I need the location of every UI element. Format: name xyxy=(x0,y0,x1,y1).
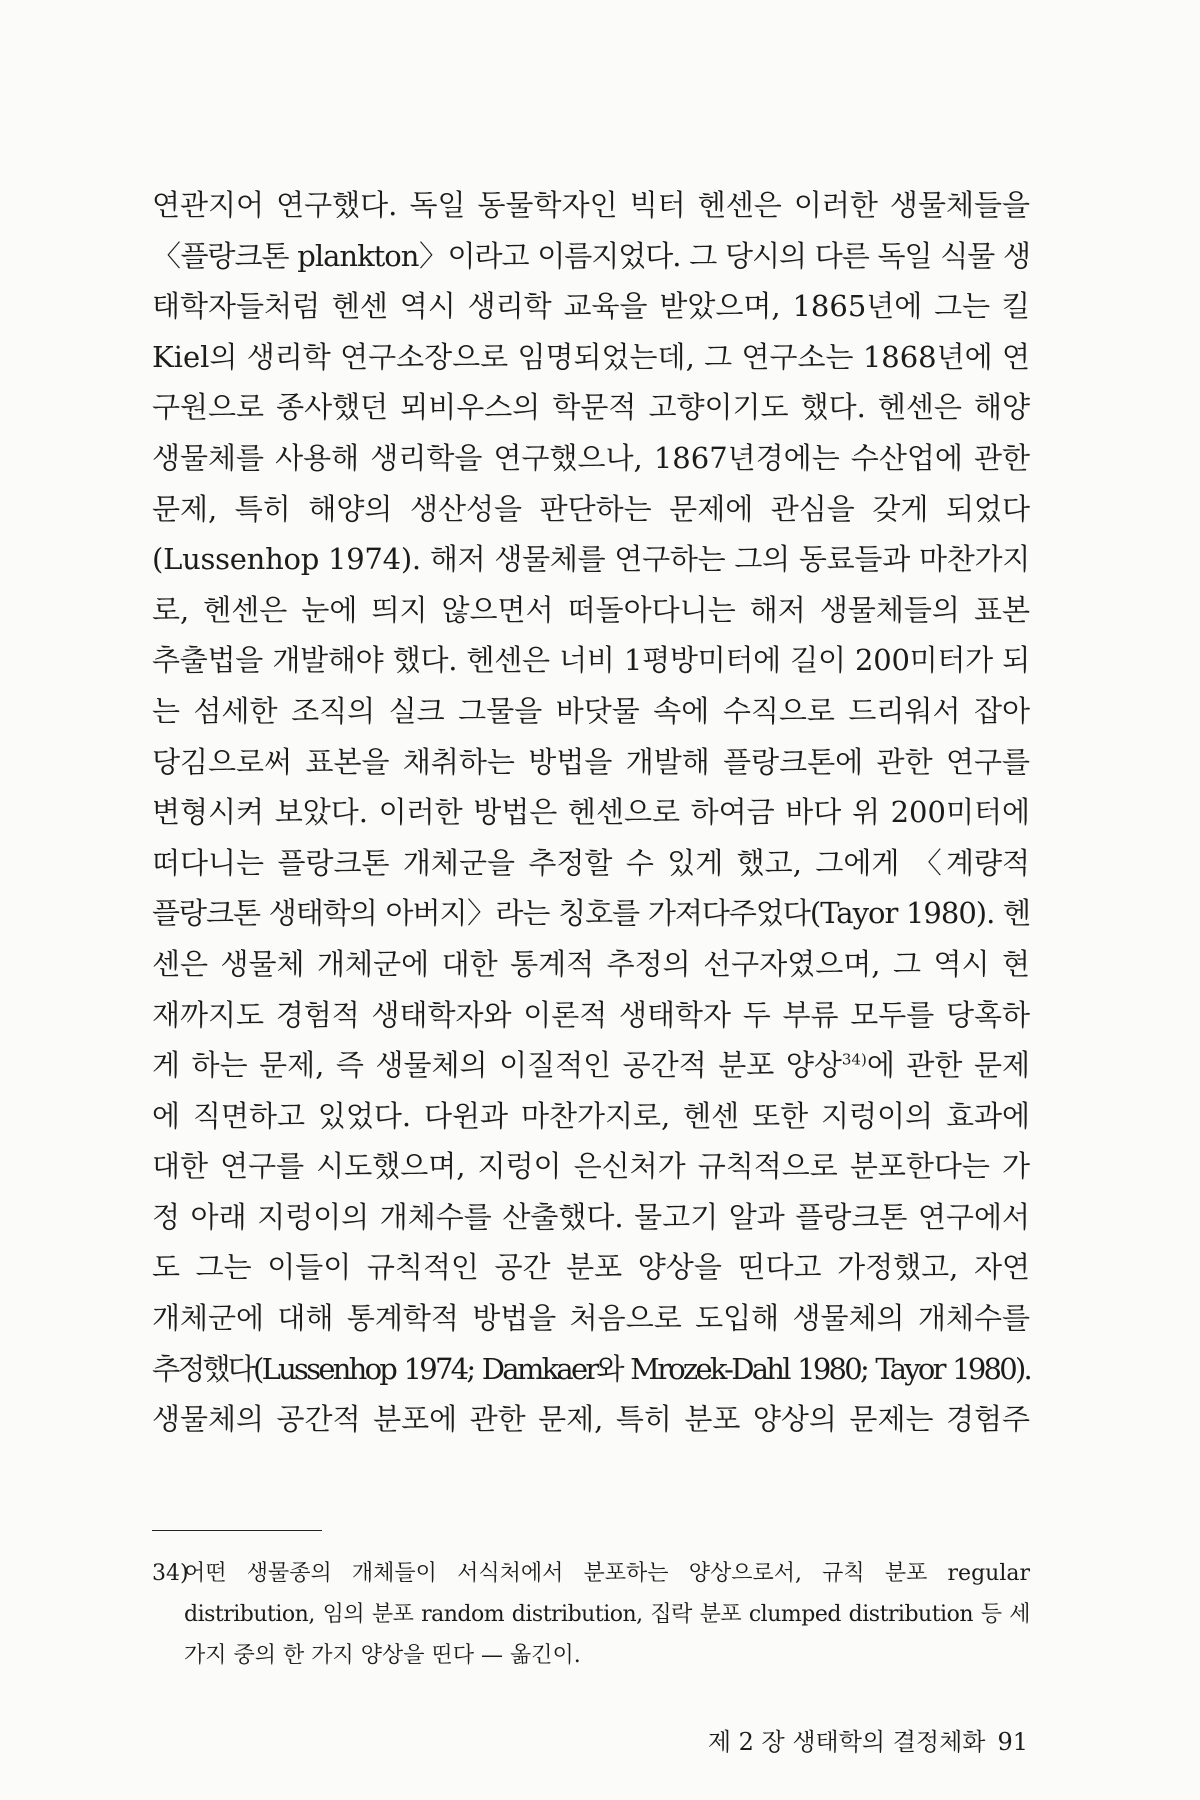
footnote xyxy=(152,1553,1030,1676)
text-segment: 게 하는 문제, 즉 생물체의 이질적인 공간적 분포 양상 xyxy=(152,1048,842,1083)
text-line: 태학자들처럼 헨센 역시 생리학 교육을 받았으며, 1865년에 그는 킬 xyxy=(152,289,1030,324)
text-line: 로, 헨센은 눈에 띄지 않으면서 떠돌아다니는 해저 생물체들의 표본 xyxy=(152,592,1030,627)
text-line: 정 아래 지렁이의 개체수를 산출했다. 물고기 알과 플랑크톤 연구에서 xyxy=(152,1199,1030,1234)
text-line: 문제, 특히 해양의 생산성을 판단하는 문제에 관심을 갖게 되었다 xyxy=(152,491,1030,526)
body-text xyxy=(152,180,1030,1445)
text-line: 추정했다(Lussenhop 1974; Damkaer와 Mrozek-Dahl 1980; Tayor 1980). xyxy=(152,1351,1030,1386)
text-line: 구원으로 종사했던 뫼비우스의 학문적 고향이기도 했다. 헨센은 해양 xyxy=(152,390,1030,425)
footnote-text: 어떤 생물종의 개체들이 서식처에서 분포하는 양상으로서, 규칙 분포 regular xyxy=(184,1561,1030,1586)
footnote-divider xyxy=(152,1530,322,1531)
text-line: 에 직면하고 있었다. 다윈과 마찬가지로, 헨센 또한 지렁이의 효과에 xyxy=(152,1098,1030,1133)
text-line: 생물체를 사용해 생리학을 연구했으나, 1867년경에는 수산업에 관한 xyxy=(152,440,1030,475)
page-number: 91 xyxy=(997,1728,1028,1756)
text-line: 도 그는 이들이 규칙적인 공간 분포 양상을 띤다고 가정했고, 자연 xyxy=(152,1250,1030,1285)
text-line: 추출법을 개발해야 했다. 헨센은 너비 1평방미터에 길이 200미터가 되 xyxy=(152,643,1030,678)
text-line: 개체군에 대해 통계학적 방법을 처음으로 도입해 생물체의 개체수를 xyxy=(152,1301,1030,1336)
text-line: 는 섬세한 조직의 실크 그물을 바닷물 속에 수직으로 드리워서 잡아 xyxy=(152,693,1030,728)
footnote-line: distribution, 임의 분포 random distribution, 집락 분포 clumped distribution 등 세 xyxy=(184,1602,1030,1627)
footnote-line xyxy=(152,1553,1030,1594)
text-line: (Lussenhop 1974). 해저 생물체를 연구하는 그의 동료들과 마찬가지 xyxy=(152,542,1030,577)
text-line: Kiel의 생리학 연구소장으로 임명되었는데, 그 연구소는 1868년에 연 xyxy=(152,339,1030,374)
text-line: 변형시켜 보았다. 이러한 방법은 헨센으로 하여금 바다 위 200미터에 xyxy=(152,795,1030,830)
text-line: 당김으로써 표본을 채취하는 방법을 개발해 플랑크톤에 관한 연구를 xyxy=(152,744,1030,779)
text-line: 연관지어 연구했다. 독일 동물학자인 빅터 헨센은 이러한 생물체들을 xyxy=(152,188,1030,222)
text-line: 대한 연구를 시도했으며, 지렁이 은신처가 규칙적으로 분포한다는 가 xyxy=(152,1149,1030,1184)
text-line: 떠다니는 플랑크톤 개체군을 추정할 수 있게 했고, 그에게 〈계량적 xyxy=(152,845,1030,880)
text-segment: 에 관한 문제 xyxy=(866,1048,1030,1083)
footnote-number: 34) xyxy=(152,1561,189,1586)
chapter-title: 제 2 장 생태학의 결정체화 xyxy=(707,1728,986,1756)
text-line: 생물체의 공간적 분포에 관한 문제, 특히 분포 양상의 문제는 경험주 xyxy=(152,1402,1030,1437)
text-line: 재까지도 경험적 생태학자와 이론적 생태학자 두 부류 모두를 당혹하 xyxy=(152,997,1030,1032)
text-line-with-footnote xyxy=(152,1040,1030,1091)
footnote-line: 가지 중의 한 가지 양상을 띤다 — 옮긴이. xyxy=(184,1643,581,1668)
text-line: 〈플랑크톤 plankton〉이라고 이름지었다. 그 당시의 다른 독일 식물 생 xyxy=(152,238,1030,273)
text-line: 센은 생물체 개체군에 대한 통계적 추정의 선구자였으며, 그 역시 현 xyxy=(152,946,1030,981)
text-line: 플랑크톤 생태학의 아버지〉라는 칭호를 가져다주었다(Tayor 1980). 헨 xyxy=(152,896,1030,931)
running-footer xyxy=(708,1722,1028,1757)
footnote-reference[interactable]: 34) xyxy=(841,1050,867,1069)
